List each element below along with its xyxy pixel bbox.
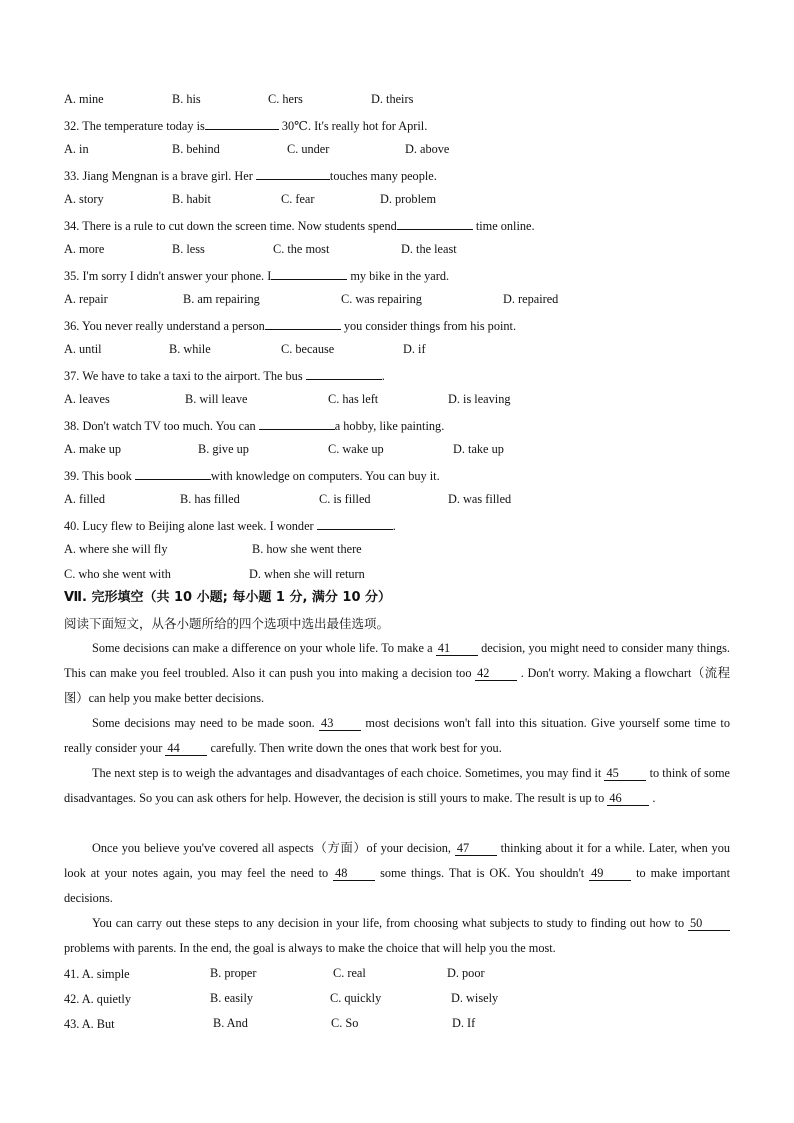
- answer-41: [64, 966, 130, 982]
- q35-option-b[interactable]: B. am repairing: [183, 292, 260, 306]
- q36-option-c[interactable]: C. because: [281, 342, 335, 356]
- q36-option-b[interactable]: B. while: [169, 342, 211, 356]
- question-stem: 34. There is a rule to cut down the screen time. Now students spend: [64, 219, 397, 233]
- answer-blank[interactable]: [271, 267, 347, 280]
- question-stem: 40. Lucy flew to Beijing alone last week. I wonder: [64, 519, 317, 533]
- cloze-blank-41[interactable]: 41: [436, 642, 478, 656]
- question-stem-end: .: [381, 369, 385, 383]
- cloze-blank-46[interactable]: 46: [607, 792, 649, 806]
- passage-text: to make important decisions.: [64, 866, 730, 905]
- passage-text: carefully. Then write down the ones that work best for you.: [207, 741, 502, 755]
- q40-option-c[interactable]: C. who she went with: [64, 567, 171, 581]
- q32-option-b[interactable]: B. behind: [172, 142, 220, 156]
- cloze-blank-49[interactable]: 49: [589, 867, 631, 881]
- q37-option-b[interactable]: B. will leave: [185, 392, 248, 406]
- question-32: [64, 117, 427, 134]
- answer-blank[interactable]: [265, 317, 341, 330]
- section-instruction: 阅读下面短文，从各小题所给的四个选项中选出最佳选项。: [64, 616, 390, 631]
- passage-text: Once you believe you've covered all aspects（方面）of your decision,: [92, 841, 455, 855]
- answer-41-option-b[interactable]: B. proper: [210, 966, 257, 980]
- passage-text: decision, you might need to consider many things. This can make you feel troubled. Also it can push you into making a decision too: [64, 641, 731, 680]
- q35-option-d[interactable]: D. repaired: [503, 292, 559, 306]
- passage-text: thinking about it for a while. Later, when you look at your notes again, you may feel the need to: [64, 841, 730, 880]
- q31-option-b[interactable]: B. his: [172, 92, 201, 106]
- question-stem: 36. You never really understand a person: [64, 319, 265, 333]
- q33-option-d[interactable]: D. problem: [380, 192, 437, 206]
- question-stem: 39. This book: [64, 469, 135, 483]
- question-38: [64, 417, 444, 434]
- answer-number: 41.: [64, 967, 80, 981]
- passage-paragraph-3: [64, 761, 730, 811]
- q33-option-c[interactable]: C. fear: [281, 192, 315, 206]
- question-35: [64, 267, 449, 284]
- passage-paragraph-1: [64, 636, 730, 711]
- answer-43: [64, 1016, 115, 1032]
- q37-option-d[interactable]: D. is leaving: [448, 392, 511, 406]
- q32-option-a[interactable]: A. in: [64, 142, 89, 156]
- answer-blank[interactable]: [306, 367, 382, 380]
- passage-text: You can carry out these steps to any decision in your life, from choosing what subjects to study to finding out how to: [92, 916, 688, 930]
- question-stem-end: you consider things from his point.: [340, 319, 517, 333]
- answer-42-option-a[interactable]: A. quietly: [81, 992, 131, 1006]
- question-33: [64, 167, 437, 184]
- cloze-blank-42[interactable]: 42: [475, 667, 517, 681]
- q39-option-b[interactable]: B. has filled: [180, 492, 240, 506]
- q36-option-a[interactable]: A. until: [64, 342, 102, 356]
- q31-option-d[interactable]: D. theirs: [371, 92, 414, 106]
- q39-option-c[interactable]: C. is filled: [319, 492, 371, 506]
- answer-41-option-a[interactable]: A. simple: [81, 967, 130, 981]
- answer-blank[interactable]: [317, 517, 393, 530]
- question-stem-end: a hobby, like painting.: [334, 419, 445, 433]
- answer-blank[interactable]: [397, 217, 473, 230]
- q35-option-c[interactable]: C. was repairing: [341, 292, 422, 306]
- q36-option-d[interactable]: D. if: [403, 342, 426, 356]
- question-stem-end: touches many people.: [329, 169, 437, 183]
- answer-43-option-b[interactable]: B. And: [213, 1016, 248, 1030]
- cloze-blank-47[interactable]: 47: [455, 842, 497, 856]
- q34-option-c[interactable]: C. the most: [273, 242, 330, 256]
- question-stem: 32. The temperature today is: [64, 119, 205, 133]
- answer-43-option-a[interactable]: A. But: [81, 1017, 115, 1031]
- passage-text: Some decisions can make a difference on your whole life. To make a: [92, 641, 436, 655]
- question-34: [64, 217, 535, 234]
- answer-42-option-c[interactable]: C. quickly: [330, 991, 382, 1005]
- q33-option-a[interactable]: A. story: [64, 192, 104, 206]
- q32-option-c[interactable]: C. under: [287, 142, 330, 156]
- question-stem: 35. I'm sorry I didn't answer your phone. I: [64, 269, 272, 283]
- q39-option-d[interactable]: D. was filled: [448, 492, 512, 506]
- passage-text: most decisions won't fall into this situation. Give yourself some time to really consider your: [64, 716, 730, 755]
- cloze-blank-43[interactable]: 43: [319, 717, 361, 731]
- question-37: [64, 367, 385, 384]
- question-40: [64, 517, 396, 534]
- passage-paragraph-4: [64, 836, 730, 911]
- q39-option-a[interactable]: A. filled: [64, 492, 105, 506]
- q40-option-b[interactable]: B. how she went there: [252, 542, 362, 556]
- question-stem: 33. Jiang Mengnan is a brave girl. Her: [64, 169, 256, 183]
- answer-blank[interactable]: [205, 117, 279, 130]
- answer-42-option-d[interactable]: D. wisely: [451, 991, 499, 1005]
- question-36: [64, 317, 516, 334]
- answer-number: 43.: [64, 1017, 80, 1031]
- section-title: Ⅶ. 完形填空（共 10 小题; 每小题 1 分, 满分 10 分）: [64, 590, 392, 605]
- passage-paragraph-2: [64, 711, 730, 761]
- question-39: [64, 467, 440, 484]
- cloze-blank-50[interactable]: 50: [688, 917, 730, 931]
- answer-blank[interactable]: [135, 467, 211, 480]
- passage-text: The next step is to weigh the advantages and disadvantages of each choice. Sometimes, you may find it: [92, 766, 605, 780]
- answer-43-option-d[interactable]: D. If: [452, 1016, 476, 1030]
- q31-option-a[interactable]: A. mine: [64, 92, 104, 106]
- q38-option-d[interactable]: D. take up: [453, 442, 504, 456]
- question-stem-end: with knowledge on computers. You can buy it.: [210, 469, 440, 483]
- q40-option-d[interactable]: D. when she will return: [249, 567, 365, 581]
- answer-blank[interactable]: [256, 167, 330, 180]
- cloze-blank-48[interactable]: 48: [333, 867, 375, 881]
- answer-number: 42.: [64, 992, 80, 1006]
- q31-option-c[interactable]: C. hers: [268, 92, 303, 106]
- q38-option-c[interactable]: C. wake up: [328, 442, 384, 456]
- passage-text: . Don't worry. Making a flowchart（流程图）can help you make better decisions.: [64, 666, 730, 705]
- q34-option-a[interactable]: A. more: [64, 242, 105, 256]
- question-stem: 37. We have to take a taxi to the airport. The bus: [64, 369, 306, 383]
- q34-option-d[interactable]: D. the least: [401, 242, 457, 256]
- answer-42-option-b[interactable]: B. easily: [210, 991, 254, 1005]
- q34-option-b[interactable]: B. less: [172, 242, 205, 256]
- q37-option-a[interactable]: A. leaves: [64, 392, 110, 406]
- question-stem: 38. Don't watch TV too much. You can: [64, 419, 259, 433]
- q33-option-b[interactable]: B. habit: [172, 192, 211, 206]
- question-stem-end: my bike in the yard.: [347, 269, 450, 283]
- passage-paragraph-5: [64, 911, 730, 961]
- passage-text: some things. That is OK. You shouldn't: [375, 866, 590, 880]
- answer-blank[interactable]: [259, 417, 335, 430]
- q38-option-a[interactable]: A. make up: [64, 442, 122, 456]
- question-stem-end: 30℃. It's really hot for April.: [278, 119, 428, 133]
- question-stem-end: .: [392, 519, 396, 533]
- passage-text: .: [649, 791, 656, 805]
- passage-text: problems with parents. In the end, the goal is always to make the choice that will help you the most.: [64, 941, 556, 955]
- q38-option-b[interactable]: B. give up: [198, 442, 249, 456]
- q37-option-c[interactable]: C. has left: [328, 392, 379, 406]
- answer-42: [64, 991, 131, 1007]
- q35-option-a[interactable]: A. repair: [64, 292, 108, 306]
- cloze-blank-45[interactable]: 45: [604, 767, 646, 781]
- answer-43-option-c[interactable]: C. So: [331, 1016, 359, 1030]
- passage-text: Some decisions may need to be made soon.: [92, 716, 320, 730]
- question-stem-end: time online.: [472, 219, 535, 233]
- answer-41-option-d[interactable]: D. poor: [447, 966, 485, 980]
- cloze-blank-44[interactable]: 44: [165, 742, 207, 756]
- q40-option-a[interactable]: A. where she will fly: [64, 542, 168, 556]
- answer-41-option-c[interactable]: C. real: [333, 966, 366, 980]
- q32-option-d[interactable]: D. above: [405, 142, 450, 156]
- passage-text: to think of some disadvantages. So you can ask others for help. However, the decision is still yours to make. The result is up to: [64, 766, 730, 805]
